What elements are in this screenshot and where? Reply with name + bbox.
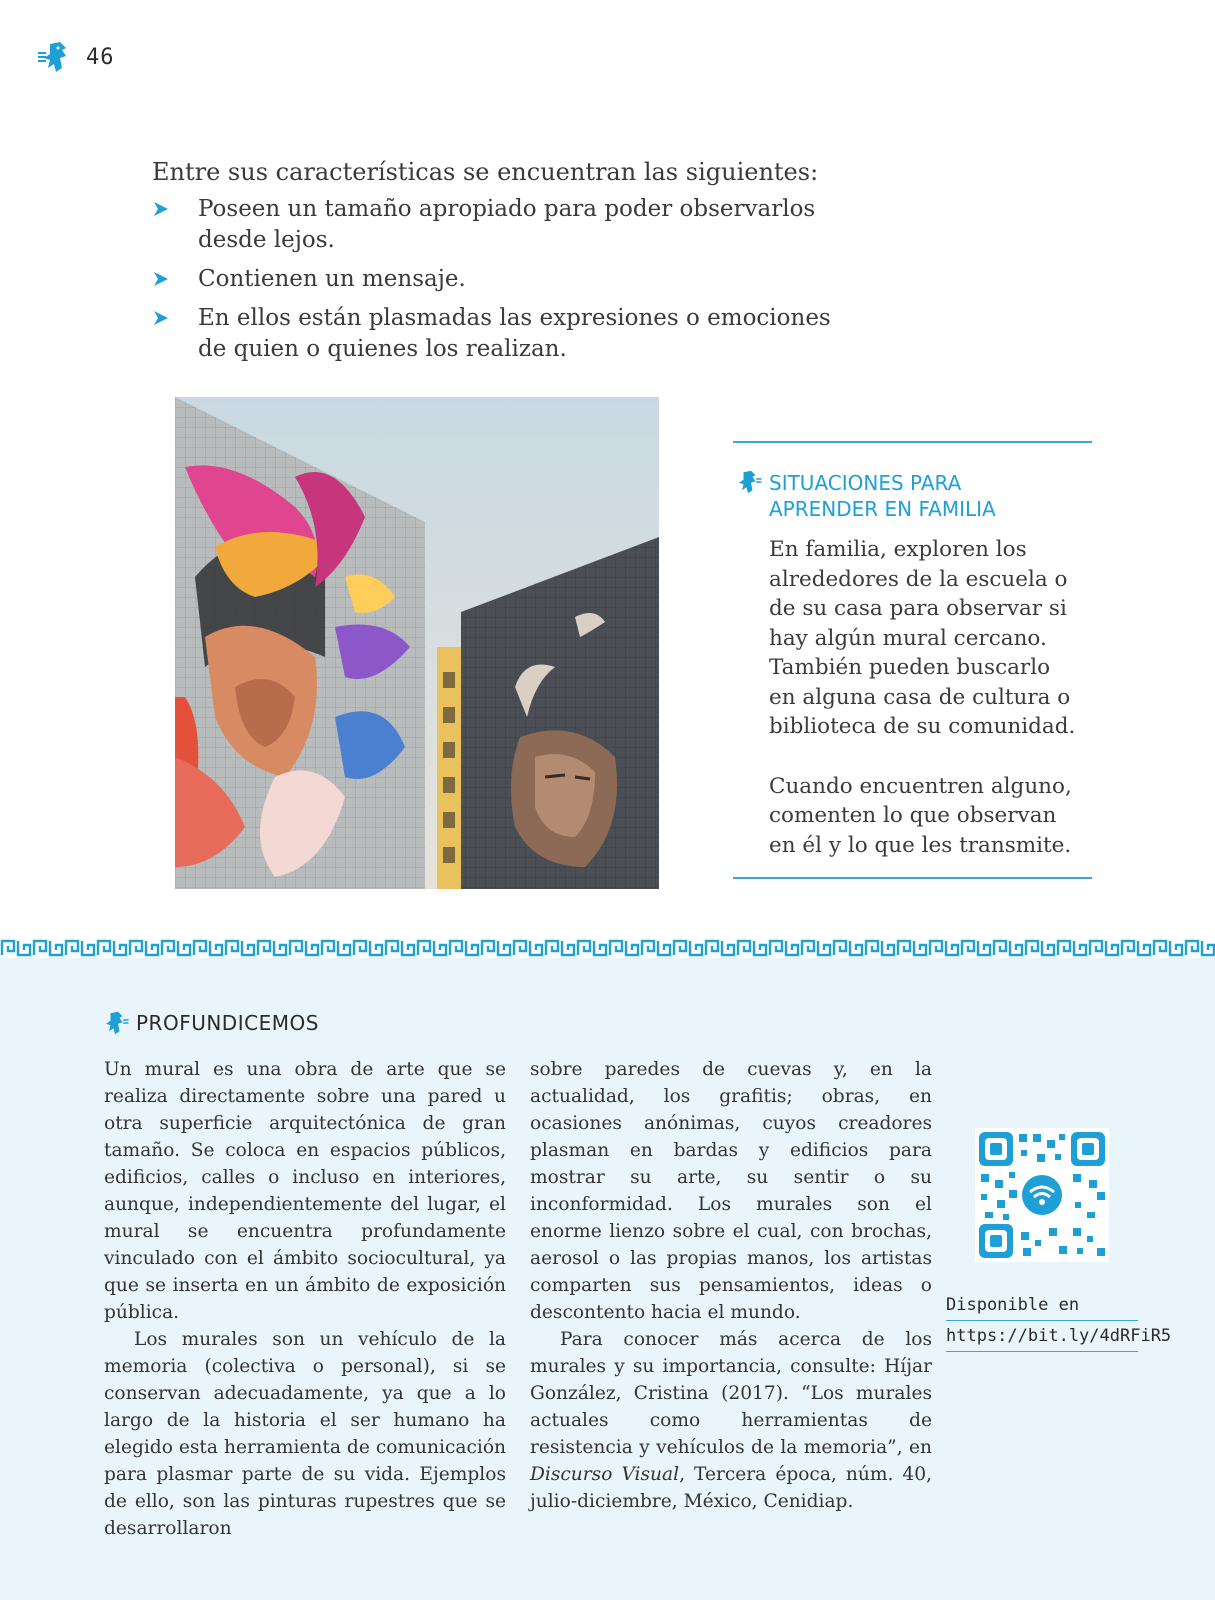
text-column-left	[104, 1056, 506, 1542]
family-title-line1: SITUACIONES PARA	[769, 471, 962, 495]
list-item-text: En ellos están plasmadas las expresiones o emociones de quien o quienes los realizan.	[198, 305, 831, 362]
arrow-bullet-icon	[152, 200, 170, 218]
section-title: PROFUNDICEMOS	[136, 1011, 319, 1035]
list-item	[152, 194, 852, 256]
paragraph: Un mural es una obra de arte que se realiza directamente sobre una pared u otra superficie arquitectónica de gran tamaño. Se coloca en espacios públicos, edificios, calles o incluso en interiores, aunque, independientemente del lugar, el mural se encuentra profundamente vinculado con el ámbito sociocultural, ya que se inserta en un ámbito de exposición pública.	[104, 1059, 506, 1323]
qr-caption-link[interactable]: https://bit.ly/4dRFiR5	[946, 1321, 1138, 1352]
family-box-title	[769, 470, 996, 522]
characteristics-list	[152, 194, 852, 365]
bird-glyph-icon	[100, 1010, 130, 1036]
intro-section	[152, 156, 852, 373]
section-heading	[100, 1010, 319, 1036]
journal-title: Discurso Visual	[530, 1464, 680, 1485]
text-column-right	[530, 1056, 932, 1515]
profundicemos-section	[0, 958, 1215, 1600]
qr-code[interactable]	[975, 1128, 1109, 1262]
list-item	[152, 264, 852, 295]
bird-glyph-icon	[36, 40, 76, 74]
page-header	[36, 40, 115, 74]
mural-photo	[175, 397, 659, 889]
family-box-body	[769, 535, 1079, 860]
intro-lead: Entre sus características se encuentran las siguientes:	[152, 158, 819, 186]
qr-caption	[946, 1290, 1172, 1352]
reference-text-end: , Tercera época, núm. 40, julio-diciembre, México, Cenidiap.	[530, 1464, 932, 1512]
reference-paragraph	[530, 1326, 932, 1515]
bird-glyph-icon	[733, 469, 763, 501]
list-item	[152, 303, 852, 365]
list-item-text: Poseen un tamaño apropiado para poder observarlos desde lejos.	[198, 196, 816, 253]
family-paragraph-1: En familia, exploren los alrededores de la escuela o de su casa para observar si hay algún mural cercano. También pueden buscarlo en alguna casa de cultura o biblioteca de su comunidad.	[769, 537, 1076, 739]
paragraph: Los murales son un vehículo de la memoria (colectiva o personal), si se conservan adecuadamente, ya que a lo largo de la historia el ser humano ha elegido esta herramienta de comunicación para plasmar parte de su vida. Ejemplos de ello, son las pinturas rupestres que se desarrollaron	[104, 1329, 506, 1539]
family-paragraph-2: Cuando encuentren alguno, comenten lo que observan en él y lo que les transmite.	[769, 773, 1072, 858]
family-activity-box	[733, 441, 1092, 879]
list-item-text: Contienen un mensaje.	[198, 266, 466, 292]
arrow-bullet-icon	[152, 270, 170, 288]
arrow-bullet-icon	[152, 309, 170, 327]
page-number: 46	[86, 44, 115, 70]
greek-key-border	[0, 938, 1215, 958]
qr-caption-available: Disponible en	[946, 1290, 1138, 1321]
reference-text-start: Para conocer más acerca de los murales y su importancia, consulte: Híjar González, Cristina (2017). “Los murales actuales como herramientas de resistencia y vehículos de la memoria”, en	[530, 1329, 932, 1458]
family-title-line2: APRENDER EN FAMILIA	[769, 497, 996, 521]
paragraph: sobre paredes de cuevas y, en la actualidad, los grafitis; obras, en ocasiones anónimas, cuyos creadores plasman en bardas y edificios para mostrar su arte, su sentir o su inconformidad. Los murales son el enorme lienzo sobre el cual, con brochas, aerosol o las propias manos, los artistas comparten sus pensamientos, ideas o descontento hacia el mundo.	[530, 1059, 932, 1323]
